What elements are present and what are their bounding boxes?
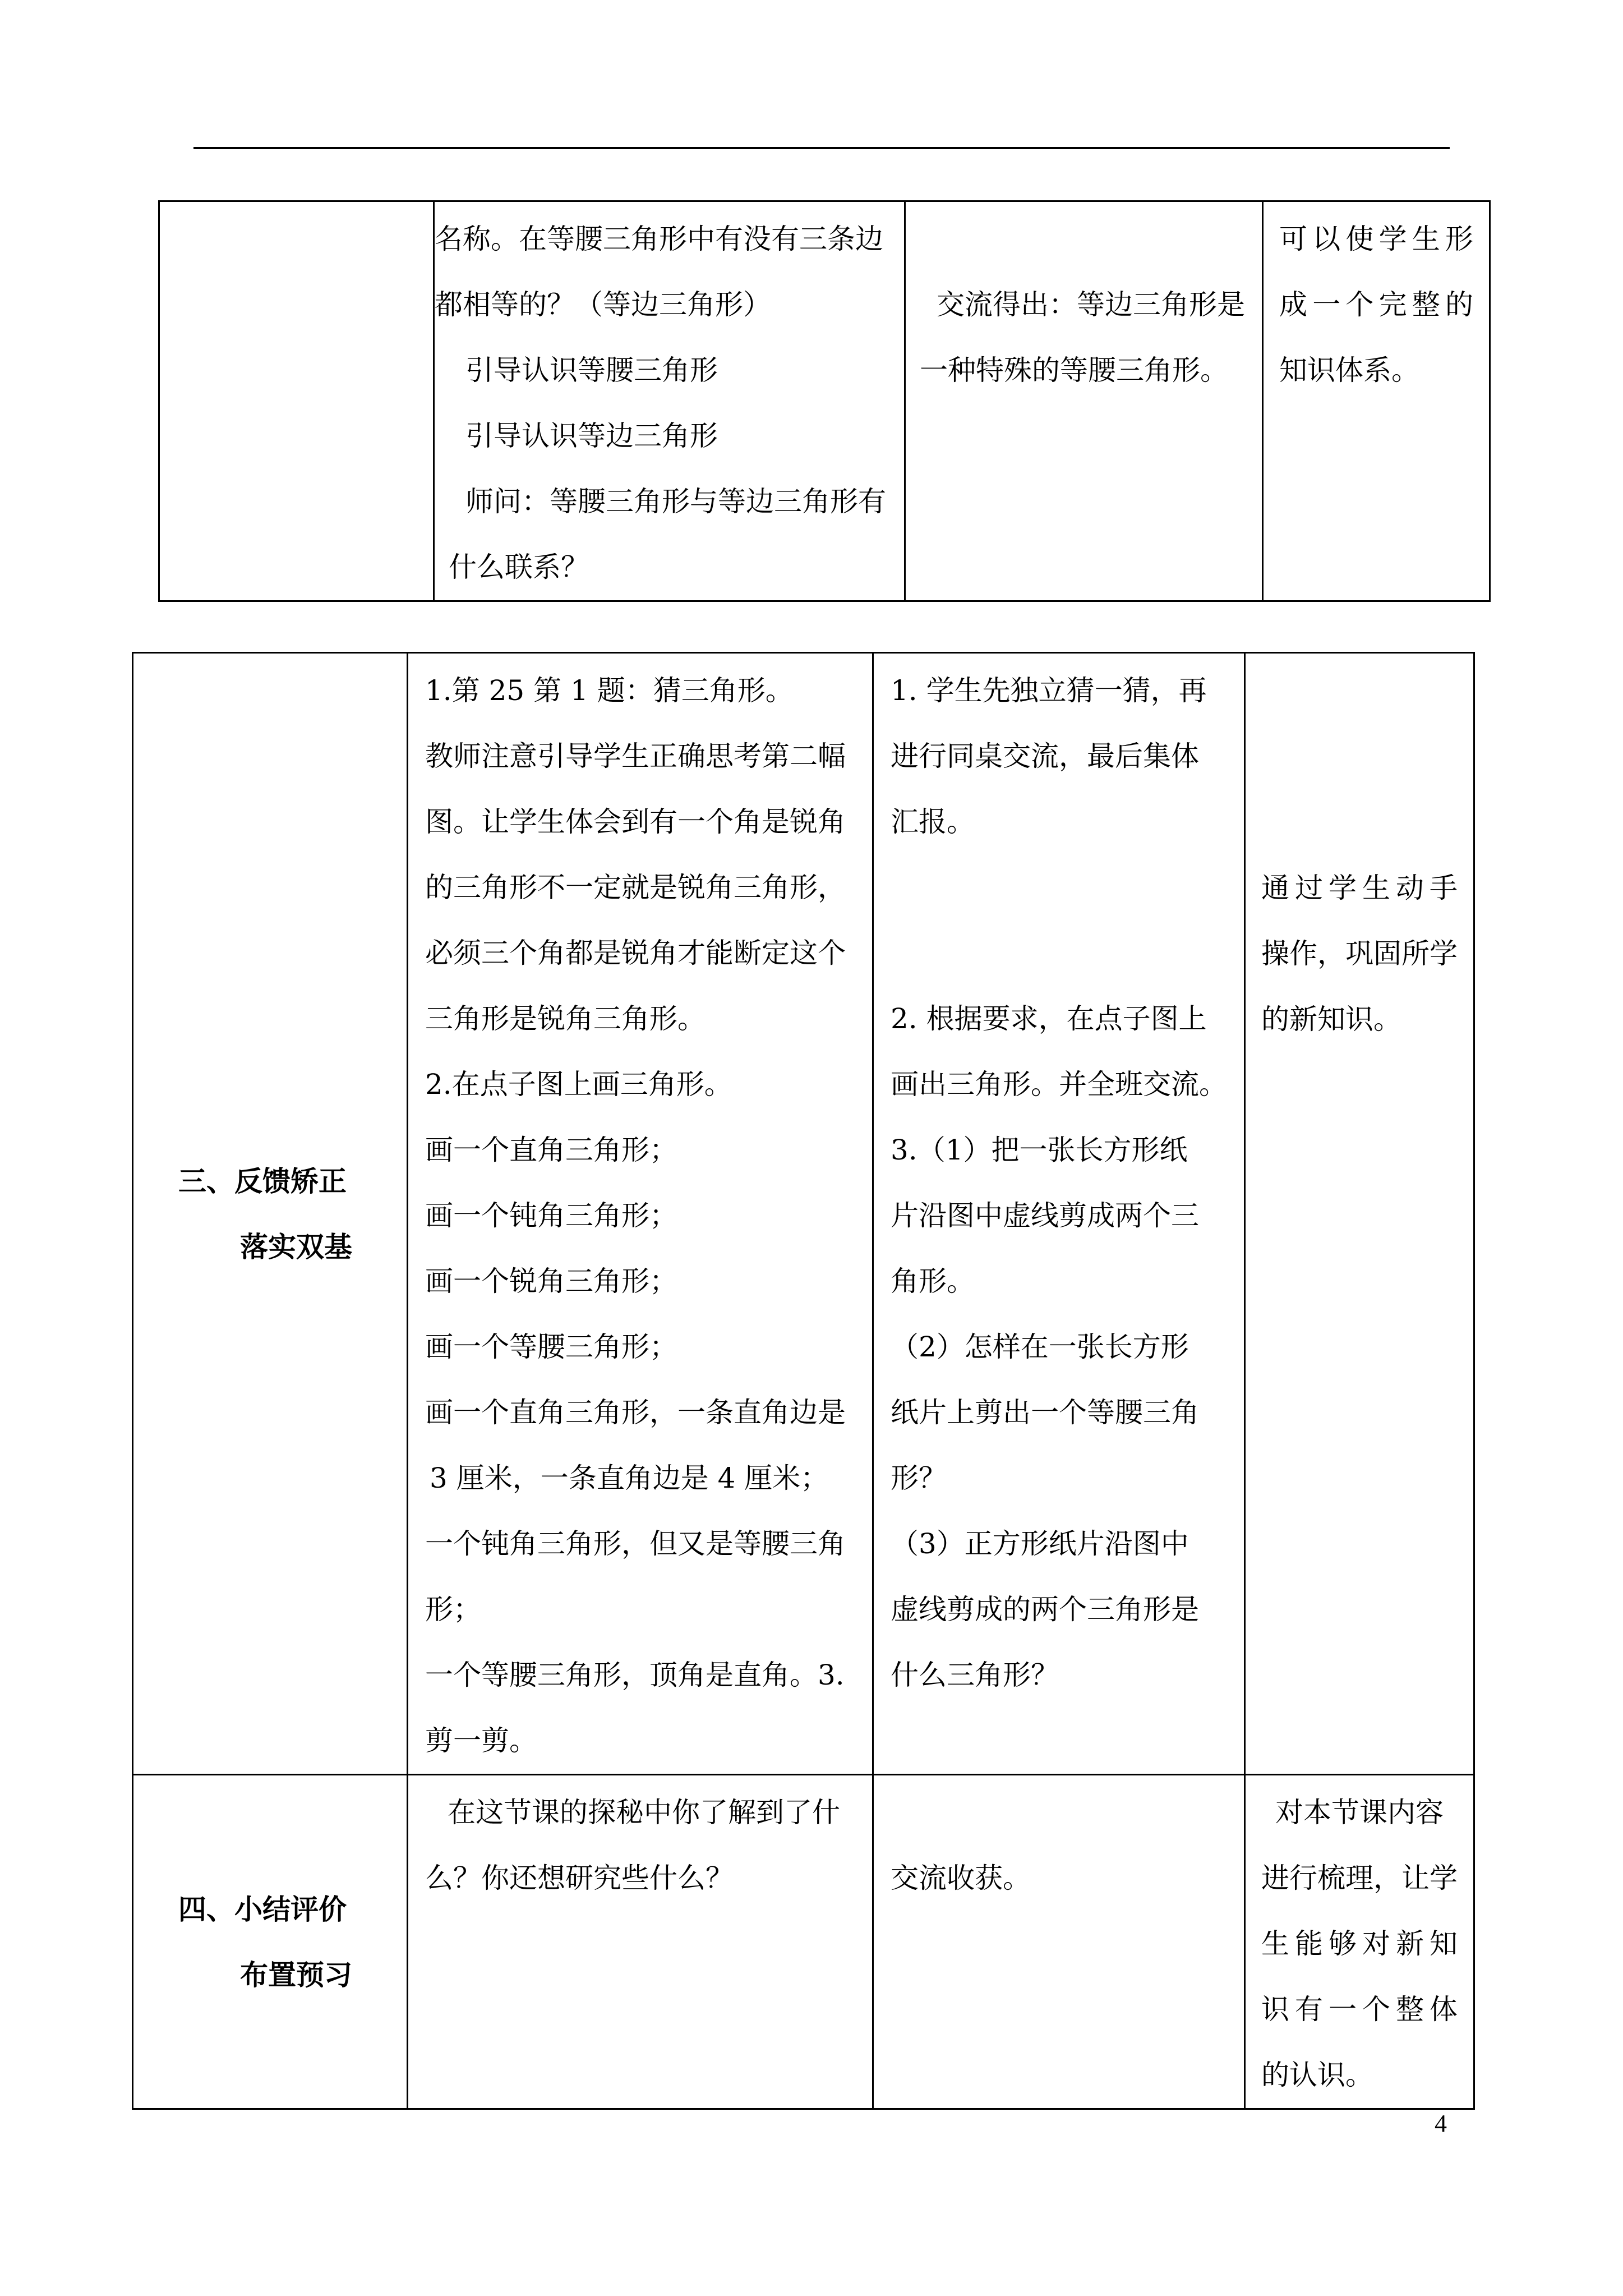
text-line: 3.（1）把一张长方形纸 (891, 1134, 1188, 1166)
student-activity-cell (873, 653, 1245, 1775)
text-line: 的三角形不一定就是锐角三角形， (425, 871, 846, 904)
text-line: 形？ (891, 1462, 947, 1494)
text-line: 识有一个整体 (1261, 1993, 1458, 2026)
teacher-activity-cell (408, 653, 873, 1775)
text-line (891, 855, 1227, 921)
text-line: 片沿图中虚线剪成两个三 (891, 1199, 1199, 1232)
text-line: 操作，巩固所学 (1261, 937, 1458, 970)
table-row (133, 653, 1474, 1775)
lesson-table-continued (158, 200, 1491, 602)
text-line: 进行同桌交流，最后集体 (891, 740, 1199, 772)
text-line: 1. 学生先独立猜一猜，再 (891, 674, 1207, 707)
text-line: 画一个钝角三角形； (425, 1199, 677, 1232)
text-line: 成一个完整的 (1279, 288, 1473, 321)
text-line: 画一个直角三角形； (425, 1134, 677, 1166)
text-line: 名称。在等腰三角形中有没有三条边 (435, 223, 883, 255)
text-line: 一个等腰三角形，顶角是直角。3. (425, 1659, 845, 1691)
lesson-table (132, 652, 1475, 2110)
text-line: 画一个直角三角形，一条直角边是 (425, 1396, 846, 1429)
design-intent-cell (1245, 653, 1474, 1775)
text-line: 什么联系？ (449, 551, 589, 583)
text-line: 三角形是锐角三角形。 (425, 1002, 706, 1035)
text-line: 2.在点子图上画三角形。 (425, 1068, 732, 1101)
text-line: 必须三个角都是锐角才能断定这个 (425, 937, 846, 969)
teacher-activity-cell (434, 201, 905, 601)
text-line: 画出三角形。并全班交流。 (891, 1068, 1227, 1101)
text-line: 在这节课的探秘中你了解到了什 (448, 1796, 840, 1829)
header-rule (193, 147, 1450, 149)
text-line: 形； (425, 1593, 481, 1626)
stage-subtitle: 落实双基 (240, 1230, 352, 1263)
text-line: 引导认识等腰三角形 (465, 354, 718, 386)
text-line: 交流得出：等边三角形是 (937, 288, 1245, 321)
text-line: 知识体系。 (1279, 354, 1419, 386)
text-line: 交流收获。 (891, 1862, 1031, 1894)
table-row (133, 1775, 1474, 2109)
text-line: 1.第 25 第 1 题：猜三角形。 (425, 674, 794, 707)
design-intent-cell (1263, 201, 1490, 601)
text-line: 剪一剪。 (425, 1724, 537, 1757)
stage-title: 四、小结评价 (178, 1892, 347, 1926)
stage-cell-feedback (133, 653, 408, 1775)
text-line: 师问：等腰三角形与等边三角形有 (465, 485, 886, 518)
text-line: 的新知识。 (1261, 1003, 1401, 1036)
stage-cell-summary (133, 1775, 408, 2109)
stage-title: 三、反馈矫正 (178, 1164, 347, 1198)
text-line: 一个钝角三角形，但又是等腰三角 (425, 1527, 846, 1560)
text-line: 通过学生动手 (1261, 872, 1458, 904)
text-line: 3 厘米，一条直角边是 4 厘米； (430, 1462, 829, 1494)
text-line: 么？你还想研究些什么？ (425, 1862, 734, 1894)
text-line: 纸片上剪出一个等腰三角 (891, 1396, 1199, 1429)
stage-subtitle: 布置预习 (240, 1958, 352, 1991)
text-line: 都相等的？（等边三角形） (435, 288, 771, 321)
text-line: 引导认识等边三角形 (465, 420, 718, 452)
text-line: 教师注意引导学生正确思考第二幅 (425, 740, 846, 772)
text-line: 画一个锐角三角形； (425, 1265, 677, 1297)
text-line: 画一个等腰三角形； (425, 1331, 677, 1363)
text-line: 一种特殊的等腰三角形。 (920, 354, 1228, 386)
design-intent-cell (1245, 1775, 1474, 2109)
text-line: 什么三角形？ (891, 1659, 1059, 1691)
table-row (159, 201, 1490, 601)
text-line: 可以使学生形 (1279, 223, 1473, 255)
page-number: 4 (1435, 2110, 1447, 2137)
text-line: 角形。 (891, 1265, 975, 1297)
student-activity-cell (873, 1775, 1245, 2109)
text-line (891, 1780, 1227, 1846)
text-line: 对本节课内容 (1275, 1796, 1444, 1829)
stage-cell-empty (159, 201, 434, 601)
text-line: （2）怎样在一张长方形 (891, 1331, 1189, 1363)
text-line: 汇报。 (891, 806, 975, 838)
text-line: 生能够对新知 (1261, 1927, 1458, 1960)
text-line (891, 921, 1227, 986)
student-activity-cell (905, 201, 1263, 601)
text-line: 图。让学生体会到有一个角是锐角 (425, 806, 846, 838)
text-line: 的认识。 (1261, 2059, 1373, 2091)
text-line: （3）正方形纸片沿图中 (891, 1527, 1189, 1560)
text-line: 进行梳理，让学 (1261, 1862, 1458, 1894)
text-line: 虚线剪成的两个三角形是 (891, 1593, 1199, 1626)
teacher-activity-cell (408, 1775, 873, 2109)
text-line: 2. 根据要求，在点子图上 (891, 1002, 1207, 1035)
